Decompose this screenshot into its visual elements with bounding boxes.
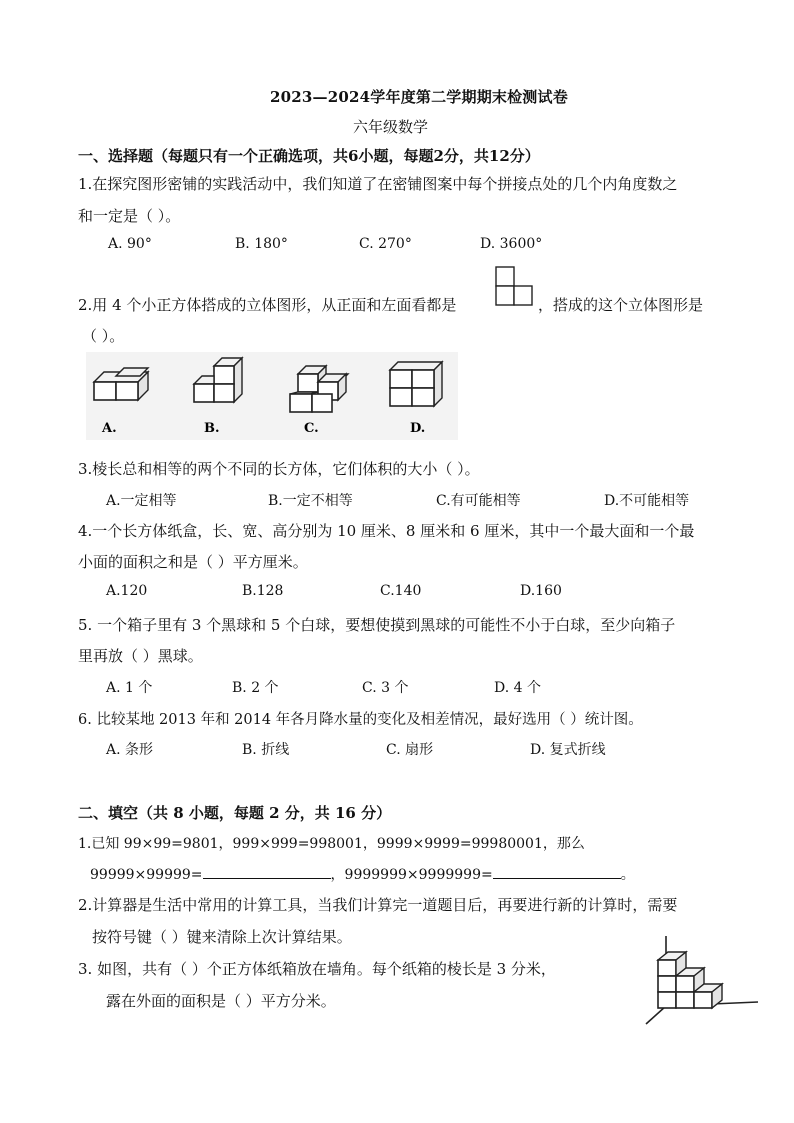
fill-question-2-line-1: 2.计算器是生活中常用的计算工具，当我们计算完一道题目后，再要进行新的计算时，需要	[78, 896, 678, 914]
question-4-option-d: D.160	[520, 583, 562, 599]
figure-d-label: D.	[410, 421, 426, 436]
answer-blank-2[interactable]	[493, 864, 621, 879]
fill-question-2-line-2: 按符号键（ ）键来清除上次计算结果。	[92, 928, 352, 946]
question-6-option-c: C. 扇形	[386, 742, 434, 758]
exam-title: 2023—2024学年度第二学期期末检测试卷	[270, 88, 568, 106]
fill-question-3-line-2: 露在外面的面积是（ ）平方分米。	[106, 992, 336, 1010]
fill-question-1-part-3: 。	[620, 867, 635, 883]
question-2-line-1a: 2.用 4 个小正方体搭成的立体图形，从正面和左面看都是	[78, 296, 457, 314]
view-shape-figure	[494, 265, 538, 307]
exam-subtitle: 六年级数学	[353, 118, 429, 136]
question-5-option-d: D. 4 个	[494, 680, 541, 696]
box-stack	[658, 952, 722, 1008]
question-6-option-d: D. 复式折线	[530, 742, 606, 758]
fill-question-1-part-2: ，9999999×9999999=	[330, 867, 493, 883]
figure-a-label: A.	[102, 421, 117, 436]
answer-blank-1[interactable]	[203, 864, 331, 879]
view-square-bottom-right	[514, 286, 532, 305]
question-4-option-a: A.120	[106, 583, 148, 599]
figure-d-cubes	[390, 362, 442, 406]
question-1-option-c: C. 270°	[359, 236, 412, 252]
question-5-option-c: C. 3 个	[362, 680, 409, 696]
question-5-line-1: 5. 一个箱子里有 3 个黑球和 5 个白球，要想使摸到黑球的可能性不小于白球，至少向箱子	[78, 616, 676, 634]
question-6-line-1: 6. 比较某地 2013 年和 2014 年各月降水量的变化及相差情况，最好选用（ ）统计图。	[78, 712, 643, 728]
question-6-option-b: B. 折线	[242, 742, 290, 758]
question-3-option-c: C.有可能相等	[436, 493, 521, 509]
question-2-line-2: （ ）。	[82, 327, 125, 345]
question-1-option-d: D. 3600°	[480, 236, 543, 252]
fill-question-1-line-1: 1.已知 99×99=9801，999×999=998001，9999×9999=99980001，那么	[78, 836, 585, 852]
question-3-option-b: B.一定不相等	[268, 493, 353, 509]
question-1-line-1: 1.在探究图形密铺的实践活动中，我们知道了在密铺图案中每个拼接点处的几个内角度数之	[78, 175, 678, 193]
section-2-heading: 二、填空（共 8 小题，每题 2 分，共 16 分）	[78, 804, 392, 822]
view-square-bottom-left	[496, 286, 514, 305]
fill-question-1-part-1: 99999×99999=	[90, 867, 203, 883]
corner-boxes-figure	[640, 932, 764, 1028]
figure-b-label: B.	[204, 421, 220, 436]
question-1-option-a: A. 90°	[108, 236, 152, 252]
question-4-option-b: B.128	[242, 583, 284, 599]
question-4-line-1: 4.一个长方体纸盒，长、宽、高分别为 10 厘米、8 厘米和 6 厘米，其中一个最大面和一个最	[78, 522, 695, 540]
question-1-line-2: 和一定是（ ）。	[78, 207, 181, 225]
question-4-option-c: C.140	[380, 583, 422, 599]
figure-c-label: C.	[304, 421, 319, 436]
question-4-line-2: 小面的面积之和是（ ）平方厘米。	[78, 553, 308, 571]
question-5-line-2: 里再放（ ）黑球。	[78, 647, 203, 665]
question-3-option-a: A.一定相等	[106, 493, 177, 509]
question-3-line-1: 3.棱长总和相等的两个不同的长方体，它们体积的大小（ ）。	[78, 460, 480, 478]
section-1-heading: 一、选择题（每题只有一个正确选项，共6小题，每题2分，共12分）	[78, 147, 540, 165]
question-5-option-b: B. 2 个	[232, 680, 279, 696]
fill-question-3-line-1: 3. 如图，共有（ ）个正方体纸箱放在墙角。每个纸箱的棱长是 3 分米，	[78, 960, 556, 978]
question-6-option-a: A. 条形	[106, 742, 154, 758]
question-2-line-1b: ，搭成的这个立体图形是	[538, 296, 704, 314]
fill-question-1-line-2	[90, 864, 635, 884]
question-3-option-d: D.不可能相等	[604, 493, 690, 509]
question-5-option-a: A. 1 个	[106, 680, 153, 696]
view-square-top	[496, 267, 514, 286]
question-2-figures	[86, 352, 458, 440]
question-1-option-b: B. 180°	[235, 236, 288, 252]
